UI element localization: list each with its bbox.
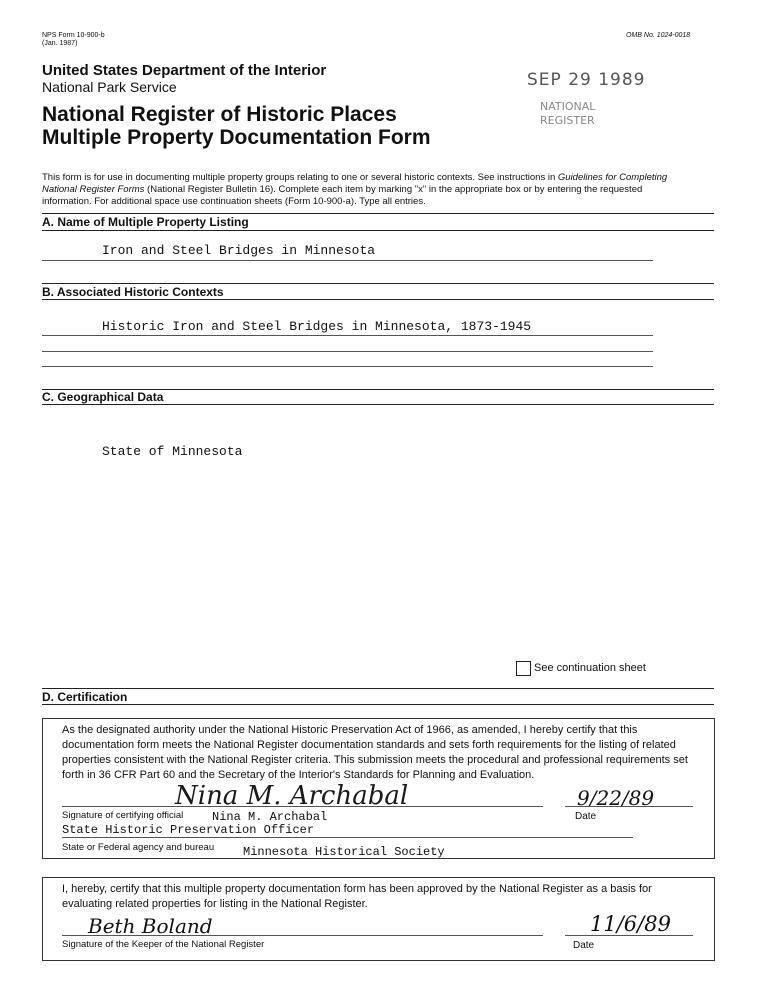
- service-name: National Park Service: [42, 79, 177, 95]
- section-b-entry-line-3: [42, 366, 653, 367]
- section-a-heading: A. Name of Multiple Property Listing: [42, 215, 249, 229]
- certification-date-handwritten: 9/22/89: [577, 786, 655, 810]
- geographical-data-value: State of Minnesota: [102, 444, 243, 459]
- signature-label: Signature of certifying official: [62, 810, 184, 821]
- keeper-date-label: Date: [573, 940, 595, 951]
- omb-number: OMB No. 1024-0018: [626, 32, 691, 39]
- department-name: United States Department of the Interior: [42, 62, 327, 79]
- section-b-entry-line-2: [42, 351, 653, 352]
- section-a-top-rule: [42, 213, 714, 214]
- historic-context-value: Historic Iron and Steel Bridges in Minnesota, 1873-1945: [102, 319, 532, 334]
- section-d-top-rule: [42, 688, 714, 689]
- keeper-signature-label: Signature of the Keeper of the National Register: [62, 939, 265, 950]
- official-name: Nina M. Archabal: [212, 810, 328, 824]
- agency-value: Minnesota Historical Society: [243, 845, 445, 859]
- keeper-date-line: [565, 935, 693, 936]
- section-b-bottom-rule: [42, 299, 714, 300]
- stamp-text-register: REGISTER: [540, 114, 595, 127]
- official-title: State Historic Preservation Officer: [62, 823, 315, 837]
- section-d-heading: D. Certification: [42, 690, 128, 704]
- section-b-top-rule: [42, 283, 714, 284]
- page-title: National Register of Historic Places: [42, 103, 397, 126]
- date-line: [565, 806, 693, 807]
- intro-guidelines-title: Guidelines for Completing National Register Forms: [42, 172, 668, 195]
- section-b-heading: B. Associated Historic Contexts: [42, 285, 224, 299]
- received-date-stamp: SEP 29 1989: [527, 70, 646, 90]
- intro-paragraph: [42, 172, 690, 208]
- title-line: [62, 837, 633, 838]
- page-subtitle: Multiple Property Documentation Form: [42, 126, 431, 149]
- signature-line: [62, 806, 543, 807]
- keeper-signature-line: [62, 935, 543, 936]
- keeper-statement: I, hereby, certify that this multiple property documentation form has been approved by the National Register as a basis for evaluating related properties for listing in the National Register.: [62, 883, 652, 910]
- section-d-bottom-rule: [42, 704, 714, 705]
- agency-label: State or Federal agency and bureau: [62, 842, 215, 853]
- section-c-heading: C. Geographical Data: [42, 390, 164, 404]
- section-b-entry-line-1: [42, 335, 653, 336]
- date-label: Date: [575, 811, 597, 822]
- continuation-sheet-checkbox[interactable]: [516, 661, 531, 676]
- keeper-signature: Beth Boland: [88, 914, 213, 938]
- keeper-date-handwritten: 11/6/89: [590, 912, 671, 936]
- section-c-bottom-rule: [42, 404, 714, 405]
- certification-statement: As the designated authority under the National Historic Preservation Act of 1966, as amended, I hereby certify that this documentation form meets the National Register documentation standards and sets forth requirements for the listing of related properties consistent with the National Register criteria. This submission meets the procedural and professional requirements set forth in 36 CFR Part 60 and the Secretary of the Interior's Standards for Planning and Evaluation.: [62, 724, 688, 781]
- intro-text-b: (National Register Bulletin 16). Complete each item by marking "x" in the appropriate box or by entering the requested information. For additional space use continuation sheets (Form 10-900-a). Type all entries.: [42, 184, 643, 207]
- stamp-text-national: NATIONAL: [540, 100, 596, 113]
- intro-text-a: This form is for use in documenting multiple property groups relating to one or several historic contexts. See instructions in: [42, 172, 558, 183]
- section-a-entry-line: [42, 260, 653, 261]
- form-number: NPS Form 10-900-b: [42, 32, 105, 39]
- form-date: (Jan. 1987): [42, 40, 78, 47]
- certifying-official-signature: Nina M. Archabal: [175, 781, 409, 811]
- property-listing-name: Iron and Steel Bridges in Minnesota: [102, 243, 376, 258]
- continuation-sheet-label: See continuation sheet: [534, 662, 646, 674]
- section-a-bottom-rule: [42, 230, 714, 231]
